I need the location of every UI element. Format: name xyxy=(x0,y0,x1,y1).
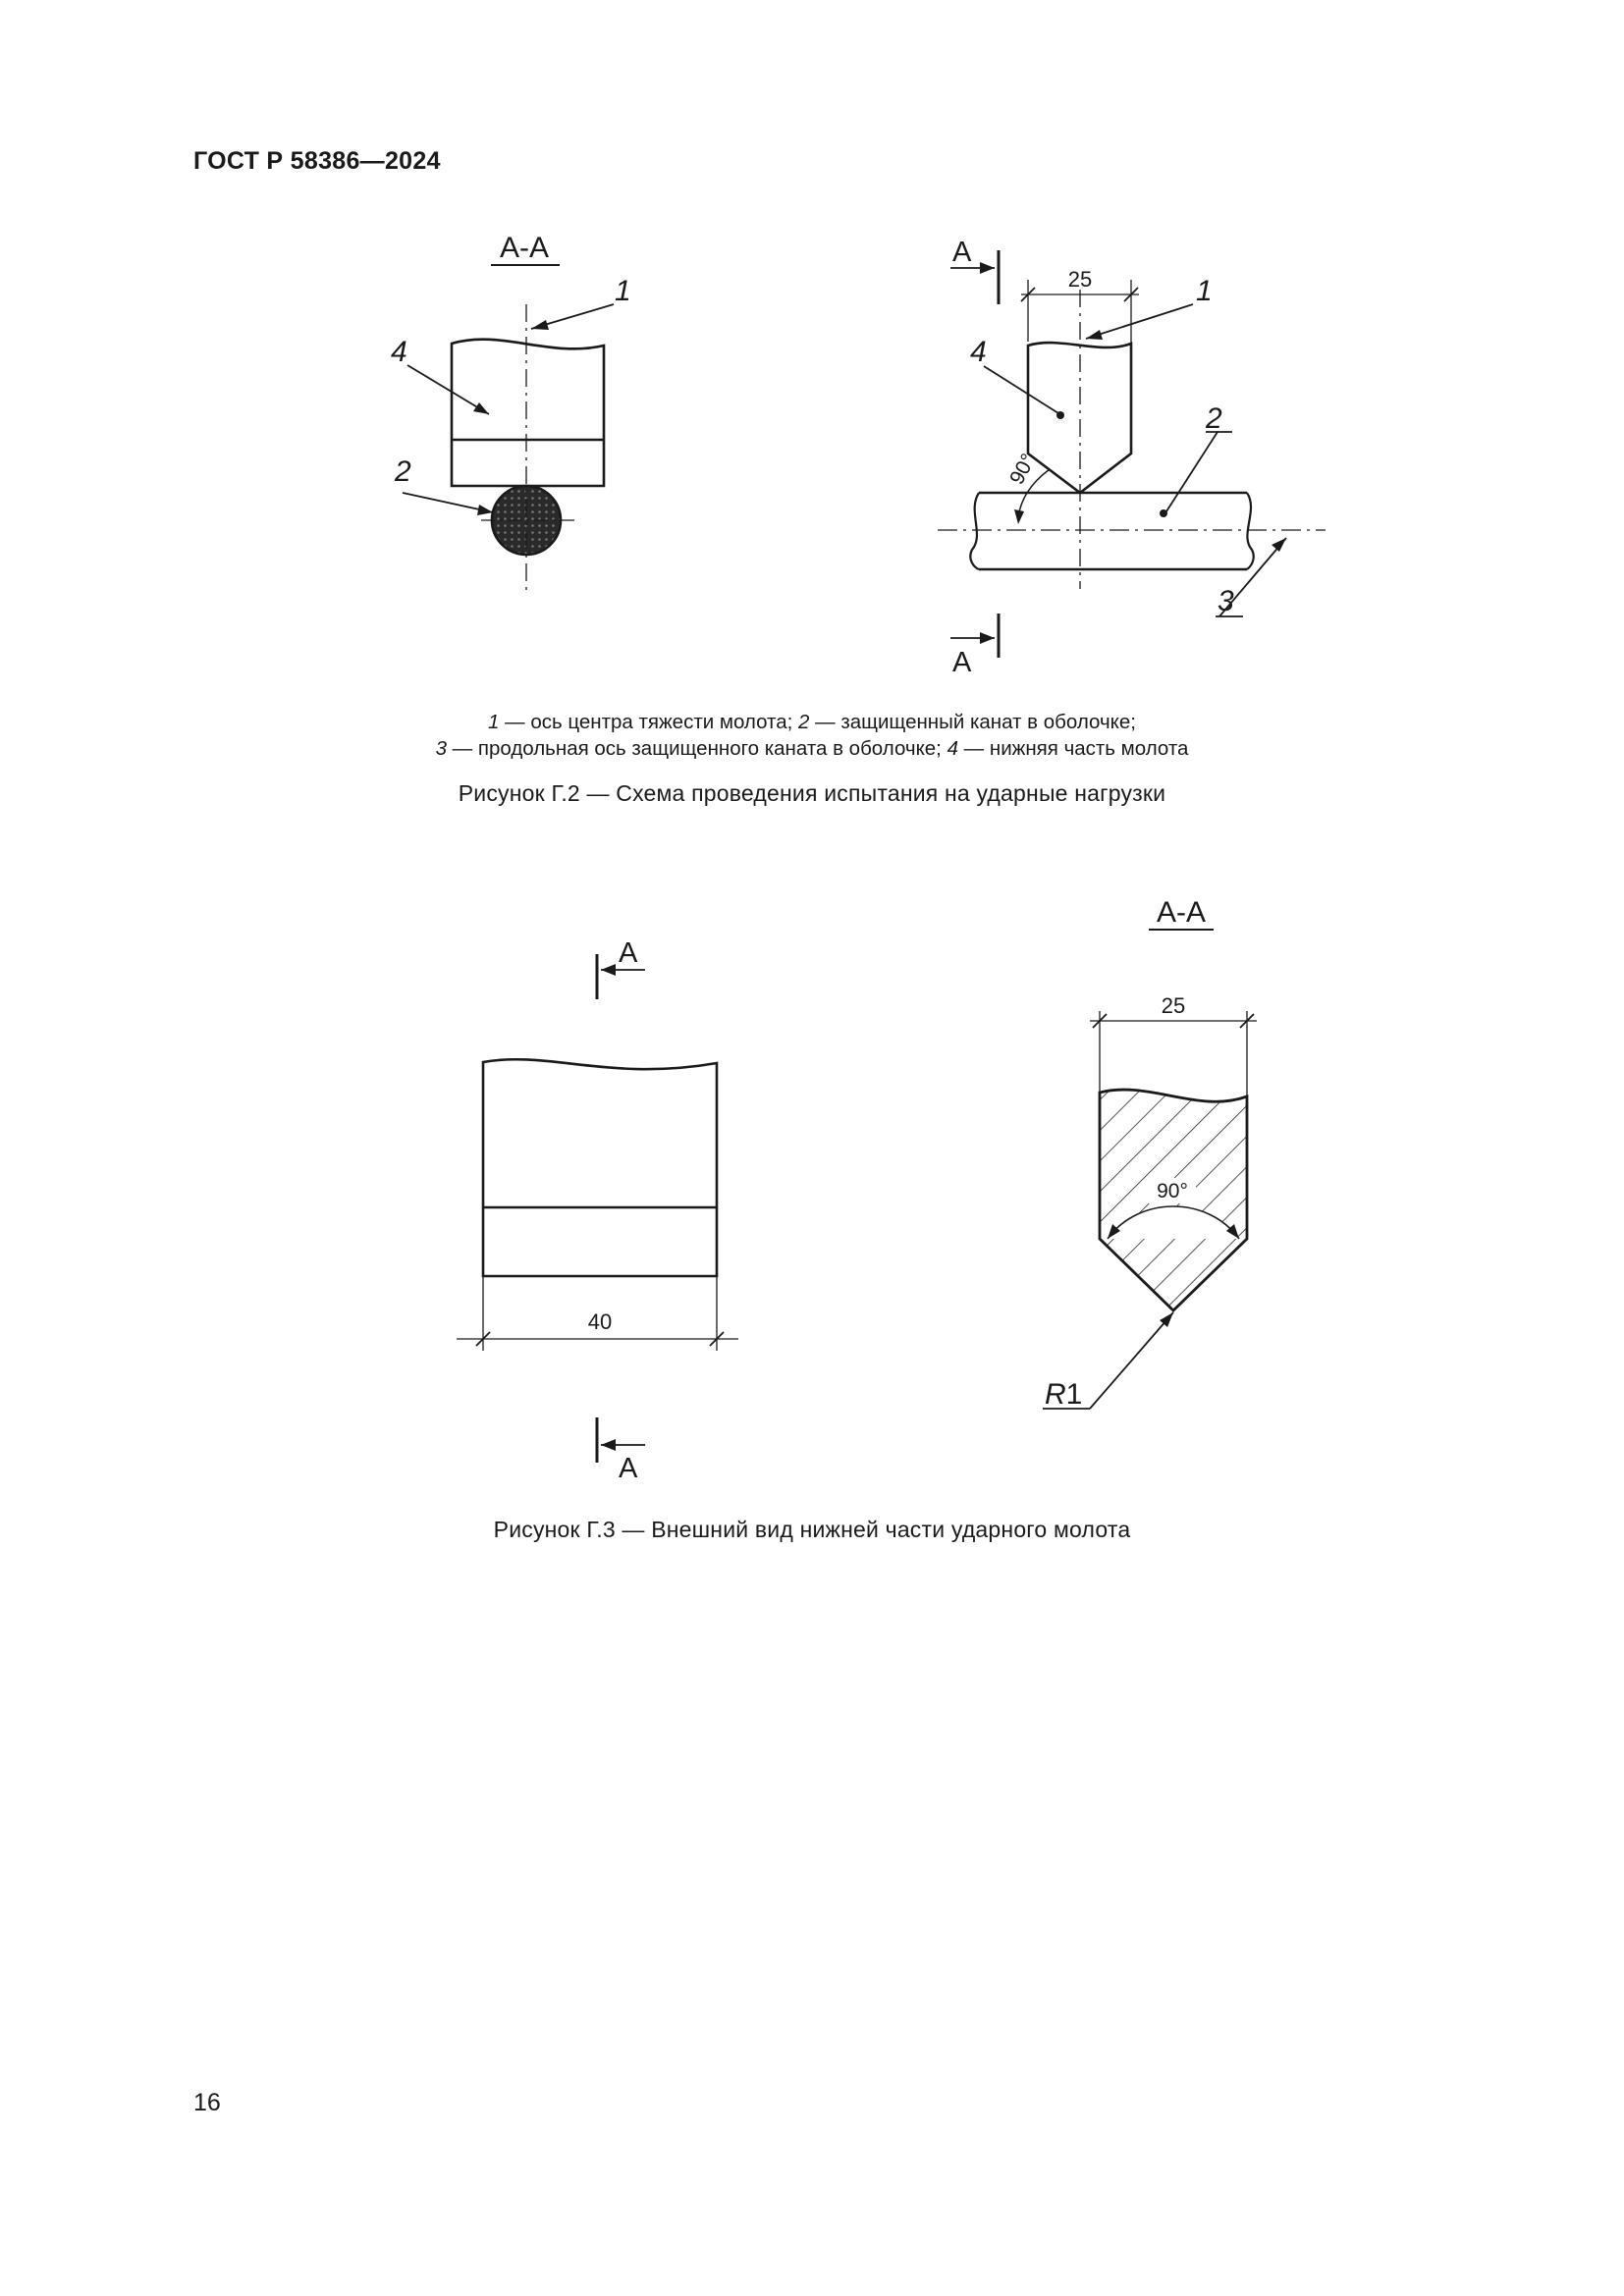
hammer-body xyxy=(452,340,604,486)
fig-g2-section-label: А-А xyxy=(499,232,550,264)
section-marker-bottom-letter: А xyxy=(952,647,972,678)
legend-num-4: 4 xyxy=(947,737,958,760)
legend-text-1: — ось центра тяжести молота; xyxy=(499,711,799,733)
dimension-40: 40 xyxy=(587,1309,613,1334)
callout-4: 4 xyxy=(391,336,407,368)
angle-90-section: 90° xyxy=(1157,1180,1188,1202)
callout-2-front: 2 xyxy=(1206,402,1222,435)
legend-num-2: 2 xyxy=(798,711,810,733)
fig-g3-section-label: А-А xyxy=(1156,896,1207,929)
radius-label-letter: R xyxy=(1045,1378,1066,1411)
fig-g2-legend-line2 xyxy=(0,735,1624,762)
callout-1-front: 1 xyxy=(1196,275,1213,307)
callout-1: 1 xyxy=(615,275,631,307)
hammer-front-body xyxy=(483,1059,717,1276)
page-number: 16 xyxy=(193,2089,221,2116)
document-header: ГОСТ Р 58386—2024 xyxy=(193,147,441,175)
legend-text-3: — продольная ось защищенного каната в оболочке; xyxy=(446,737,947,760)
section-marker-top-letter: А xyxy=(952,237,972,268)
callout-4-front: 4 xyxy=(970,336,987,368)
legend-text-4: — нижняя часть молота xyxy=(957,737,1189,760)
g3-section-marker-top-letter: А xyxy=(619,937,638,969)
fig-g2-caption: Рисунок Г.2 — Схема проведения испытания на ударные нагрузки xyxy=(458,780,1166,806)
angle-90: 90° xyxy=(1005,450,1041,489)
fig-g3-section-view xyxy=(1043,896,1257,1411)
legend-num-3: 3 xyxy=(435,737,447,760)
fig-g2-front-view xyxy=(938,237,1326,678)
fig-g3-front-view xyxy=(457,937,738,1484)
g3-section-marker-bottom-letter: А xyxy=(619,1453,638,1484)
radius-label-value: 1 xyxy=(1065,1378,1083,1411)
dimension-25-section: 25 xyxy=(1161,993,1186,1018)
radius-label xyxy=(1045,1378,1082,1411)
callout-2: 2 xyxy=(395,455,411,488)
legend-num-1: 1 xyxy=(488,711,500,733)
callout-3: 3 xyxy=(1218,585,1234,617)
legend-text-2: — защищенный канат в оболочке; xyxy=(809,711,1136,733)
fig-g2-section-view xyxy=(391,232,631,594)
dimension-25: 25 xyxy=(1067,267,1093,292)
fig-g2-legend-line1 xyxy=(0,709,1624,735)
fig-g3-caption: Рисунок Г.3 — Внешний вид нижней части ударного молота xyxy=(493,1517,1131,1542)
